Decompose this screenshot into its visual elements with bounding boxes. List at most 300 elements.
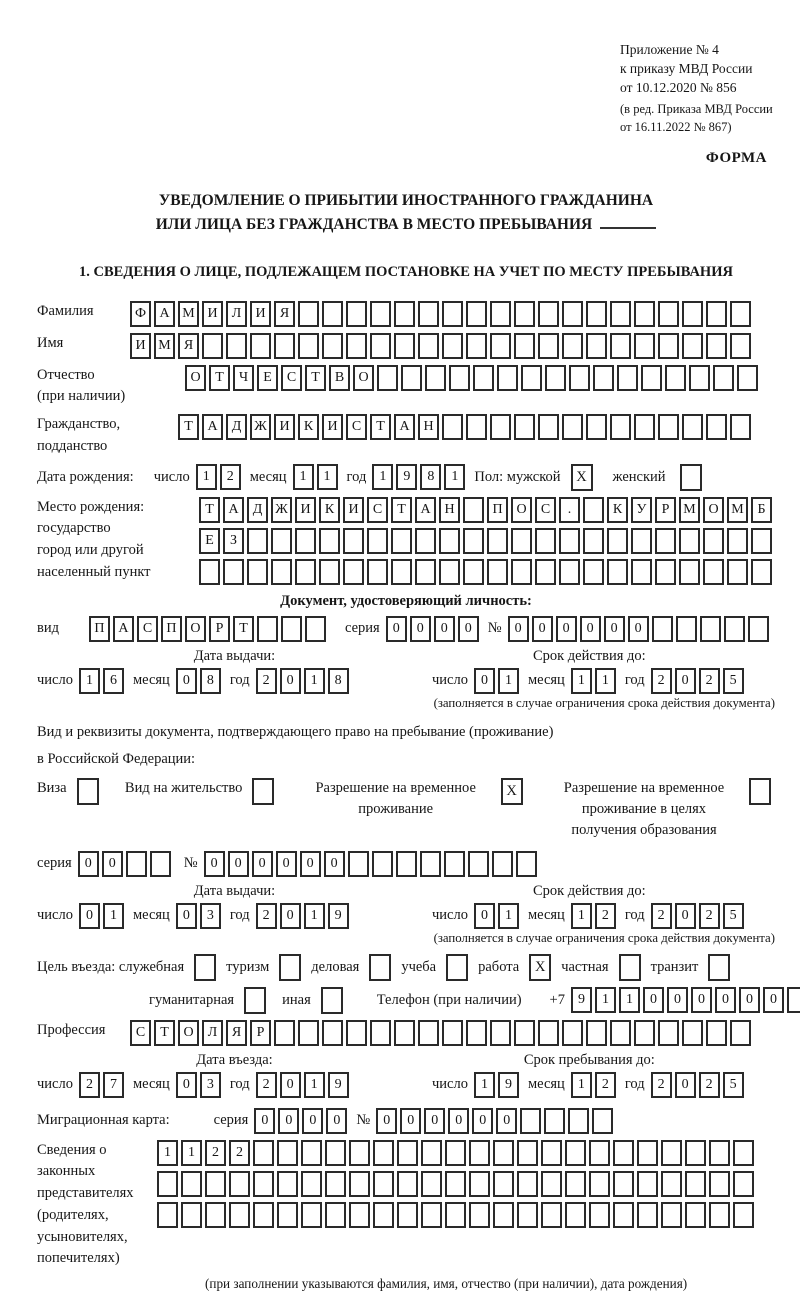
purpose-private-checkbox[interactable] (619, 954, 641, 981)
residence-series-boxes-cell[interactable] (150, 851, 171, 877)
entry-stay-dates-row-right-day-boxes-cell[interactable]: 9 (498, 1072, 519, 1098)
residence-series-boxes-cell[interactable]: 0 (102, 851, 123, 877)
legal-representatives-block-boxrow-cell[interactable] (373, 1140, 394, 1166)
residence-number-boxes-cell[interactable] (372, 851, 393, 877)
birth-place-block-boxrow-cell[interactable] (391, 528, 412, 554)
doc-number-boxes-cell[interactable]: 0 (556, 616, 577, 642)
legal-representatives-block-boxrow-cell[interactable] (565, 1140, 586, 1166)
citizenship-row-boxrow-cell[interactable]: А (202, 414, 223, 440)
doc-dates-row-right-day-boxes-cell[interactable]: 0 (474, 668, 495, 694)
citizenship-row-boxrow-cell[interactable] (634, 414, 655, 440)
legal-representatives-block-boxrow-cell[interactable] (253, 1171, 274, 1197)
legal-representatives-block-boxrow-cell[interactable] (493, 1202, 514, 1228)
birth-place-block-boxrow-cell[interactable]: И (343, 497, 364, 523)
profession-row-boxrow-cell[interactable] (514, 1020, 535, 1046)
legal-representatives-block-boxrow-cell[interactable] (733, 1140, 754, 1166)
birth-place-block-boxrow-cell[interactable] (559, 559, 580, 585)
given-name-row-boxrow-cell[interactable] (730, 333, 751, 359)
surname-row-boxrow-cell[interactable] (730, 301, 751, 327)
birth-place-block-boxrow-cell[interactable]: Е (199, 528, 220, 554)
given-name-row-boxrow-cell[interactable] (394, 333, 415, 359)
profession-row-boxrow-cell[interactable] (610, 1020, 631, 1046)
profession-row-boxrow-cell[interactable] (490, 1020, 511, 1046)
legal-representatives-block-boxrow-cell[interactable] (445, 1202, 466, 1228)
residence-series-boxes-cell[interactable]: 0 (78, 851, 99, 877)
female-checkbox[interactable] (680, 464, 702, 491)
given-name-row-boxrow-cell[interactable] (274, 333, 295, 359)
given-name-row-boxrow-cell[interactable] (466, 333, 487, 359)
birth-place-block-boxrow-cell[interactable] (631, 559, 652, 585)
legal-representatives-block-boxrow-cell[interactable] (181, 1202, 202, 1228)
patronymic-row-boxrow-cell[interactable] (473, 365, 494, 391)
doc-type-boxes-cell[interactable]: А (113, 616, 134, 642)
profession-row-boxrow-cell[interactable] (634, 1020, 655, 1046)
birth-day-boxes-cell[interactable]: 2 (220, 464, 241, 490)
patronymic-row-boxrow-cell[interactable] (449, 365, 470, 391)
doc-type-boxes-cell[interactable]: П (161, 616, 182, 642)
surname-row-boxrow-cell[interactable] (538, 301, 559, 327)
doc-dates-row-left-year-boxes-cell[interactable]: 1 (304, 668, 325, 694)
given-name-row-boxrow-cell[interactable] (538, 333, 559, 359)
doc-number-boxes-cell[interactable] (676, 616, 697, 642)
birth-place-block-boxrow-cell[interactable] (703, 528, 724, 554)
birth-place-block-boxrow-cell[interactable] (367, 528, 388, 554)
residence-number-boxes-cell[interactable]: 0 (276, 851, 297, 877)
entry-stay-dates-row-left-year-boxes-cell[interactable]: 0 (280, 1072, 301, 1098)
legal-representatives-block-boxrow-cell[interactable] (541, 1140, 562, 1166)
legal-representatives-block-boxrow-cell[interactable] (589, 1171, 610, 1197)
given-name-row-boxrow-cell[interactable] (322, 333, 343, 359)
doc-type-boxes-cell[interactable]: Р (209, 616, 230, 642)
legal-representatives-block-boxrow-cell[interactable] (277, 1202, 298, 1228)
patronymic-row-boxrow-cell[interactable] (713, 365, 734, 391)
migration-number-boxes-cell[interactable] (544, 1108, 565, 1134)
given-name-row-boxrow-cell[interactable] (634, 333, 655, 359)
temporary-residence-education-permit-checkbox[interactable] (749, 778, 771, 805)
legal-representatives-block-boxrow-cell[interactable] (229, 1202, 250, 1228)
profession-row-boxrow-cell[interactable] (298, 1020, 319, 1046)
patronymic-row-boxrow-cell[interactable]: Е (257, 365, 278, 391)
birth-place-block-boxrow-cell[interactable]: Т (391, 497, 412, 523)
birth-place-block-boxrow-cell[interactable] (511, 559, 532, 585)
visa-checkbox[interactable] (77, 778, 99, 805)
birth-month-boxes-cell[interactable]: 1 (293, 464, 314, 490)
residence-number-boxes-cell[interactable]: 0 (228, 851, 249, 877)
residence-doc-dates-row-right-year-boxes-cell[interactable]: 0 (675, 903, 696, 929)
birth-place-block-boxrow-cell[interactable] (271, 559, 292, 585)
surname-row-boxrow-cell[interactable] (394, 301, 415, 327)
given-name-row-boxrow-cell[interactable] (370, 333, 391, 359)
doc-number-boxes-cell[interactable] (700, 616, 721, 642)
residence-series-boxes-cell[interactable] (126, 851, 147, 877)
entry-stay-dates-row-right-year-boxes-cell[interactable]: 2 (651, 1072, 672, 1098)
surname-row-boxrow-cell[interactable] (418, 301, 439, 327)
doc-dates-row-right-year-boxes-cell[interactable]: 2 (699, 668, 720, 694)
given-name-row-boxrow-cell[interactable] (298, 333, 319, 359)
given-name-row-boxrow-cell[interactable] (226, 333, 247, 359)
birth-place-block-boxrow-cell[interactable] (583, 559, 604, 585)
birth-year-boxes-cell[interactable]: 1 (444, 464, 465, 490)
surname-row-boxrow-cell[interactable] (562, 301, 583, 327)
doc-dates-row-left-day-boxes-cell[interactable]: 6 (103, 668, 124, 694)
birth-place-block-boxrow-cell[interactable] (463, 528, 484, 554)
citizenship-row-boxrow-cell[interactable]: Т (370, 414, 391, 440)
residence-number-boxes-cell[interactable] (348, 851, 369, 877)
surname-row-boxrow-cell[interactable] (442, 301, 463, 327)
surname-row-boxrow-cell[interactable]: И (202, 301, 223, 327)
birth-place-block-boxrow-cell[interactable]: О (511, 497, 532, 523)
legal-representatives-block-boxrow-cell[interactable] (637, 1140, 658, 1166)
birth-place-block-boxrow-cell[interactable]: О (703, 497, 724, 523)
doc-series-boxes-cell[interactable]: 0 (410, 616, 431, 642)
birth-place-block-boxrow-cell[interactable] (247, 559, 268, 585)
birth-place-block-boxrow-cell[interactable]: М (679, 497, 700, 523)
birth-place-block-boxrow-cell[interactable]: Н (439, 497, 460, 523)
legal-representatives-block-boxrow-cell[interactable] (445, 1140, 466, 1166)
citizenship-row-boxrow-cell[interactable] (706, 414, 727, 440)
birth-place-block-boxrow-cell[interactable] (415, 528, 436, 554)
legal-representatives-block-boxrow-cell[interactable]: 2 (229, 1140, 250, 1166)
patronymic-row-boxrow-cell[interactable] (593, 365, 614, 391)
doc-series-boxes-cell[interactable]: 0 (434, 616, 455, 642)
birth-place-block-boxrow-cell[interactable]: С (367, 497, 388, 523)
birth-place-block-boxrow-cell[interactable] (679, 559, 700, 585)
birth-place-block-boxrow-cell[interactable]: П (487, 497, 508, 523)
migration-series-boxes-cell[interactable]: 0 (302, 1108, 323, 1134)
citizenship-row-boxrow-cell[interactable]: И (322, 414, 343, 440)
entry-stay-dates-row-left-year-boxes-cell[interactable]: 2 (256, 1072, 277, 1098)
residence-doc-dates-row-right-month-boxes-cell[interactable]: 1 (571, 903, 592, 929)
doc-dates-row-right-month-boxes-cell[interactable]: 1 (571, 668, 592, 694)
birth-place-block-boxrow-cell[interactable] (271, 528, 292, 554)
patronymic-row-boxrow-cell[interactable] (665, 365, 686, 391)
birth-place-block-boxrow-cell[interactable]: И (295, 497, 316, 523)
given-name-row-boxrow-cell[interactable] (250, 333, 271, 359)
residence-doc-dates-row-right-year-boxes-cell[interactable]: 2 (699, 903, 720, 929)
birth-place-block-boxrow-cell[interactable] (535, 528, 556, 554)
residence-doc-dates-row-right-day-boxes-cell[interactable]: 1 (498, 903, 519, 929)
birth-place-block-boxrow-cell[interactable] (463, 497, 484, 523)
birth-place-block-boxrow-cell[interactable] (655, 528, 676, 554)
birth-place-block-boxrow-cell[interactable]: У (631, 497, 652, 523)
legal-representatives-block-boxrow-cell[interactable] (397, 1202, 418, 1228)
given-name-row-boxrow-cell[interactable]: И (130, 333, 151, 359)
citizenship-row-boxrow-cell[interactable]: Т (178, 414, 199, 440)
legal-representatives-block-boxrow-cell[interactable] (613, 1171, 634, 1197)
birth-month-boxes-cell[interactable]: 1 (317, 464, 338, 490)
birth-place-block-boxrow-cell[interactable] (679, 528, 700, 554)
doc-type-boxes-cell[interactable] (257, 616, 278, 642)
migration-number-boxes-cell[interactable]: 0 (424, 1108, 445, 1134)
citizenship-row-boxrow-cell[interactable] (730, 414, 751, 440)
migration-number-boxes-cell[interactable] (568, 1108, 589, 1134)
residence-doc-dates-row-right-year-boxes-cell[interactable]: 2 (651, 903, 672, 929)
legal-representatives-block-boxrow-cell[interactable] (661, 1202, 682, 1228)
doc-dates-row-left-day-boxes-cell[interactable]: 1 (79, 668, 100, 694)
citizenship-row-boxrow-cell[interactable] (586, 414, 607, 440)
birth-place-block-boxrow-cell[interactable] (223, 559, 244, 585)
phone-boxes-cell[interactable]: 0 (643, 987, 664, 1013)
surname-row-boxrow-cell[interactable] (298, 301, 319, 327)
birth-place-block-boxrow-cell[interactable] (343, 528, 364, 554)
purpose-other-checkbox[interactable] (321, 987, 343, 1014)
given-name-row-boxrow-cell[interactable]: Я (178, 333, 199, 359)
purpose-humanitarian-checkbox[interactable] (244, 987, 266, 1014)
citizenship-row-boxrow-cell[interactable] (682, 414, 703, 440)
residence-number-boxes-cell[interactable] (516, 851, 537, 877)
surname-row-boxrow-cell[interactable] (586, 301, 607, 327)
migration-number-boxes-cell[interactable]: 0 (448, 1108, 469, 1134)
legal-representatives-block-boxrow-cell[interactable] (445, 1171, 466, 1197)
phone-boxes-cell[interactable]: 1 (595, 987, 616, 1013)
entry-stay-dates-row-left-day-boxes-cell[interactable]: 7 (103, 1072, 124, 1098)
doc-type-boxes-cell[interactable] (281, 616, 302, 642)
given-name-row-boxrow-cell[interactable] (706, 333, 727, 359)
temporary-residence-permit-checkbox[interactable]: X (501, 778, 523, 805)
doc-type-boxes-cell[interactable]: Т (233, 616, 254, 642)
patronymic-row-boxrow-cell[interactable] (545, 365, 566, 391)
doc-series-boxes-cell[interactable]: 0 (458, 616, 479, 642)
patronymic-row-boxrow-cell[interactable] (425, 365, 446, 391)
legal-representatives-block-boxrow-cell[interactable] (397, 1171, 418, 1197)
legal-representatives-block-boxrow-cell[interactable] (397, 1140, 418, 1166)
given-name-row-boxrow-cell[interactable] (202, 333, 223, 359)
birth-place-block-boxrow-cell[interactable] (583, 497, 604, 523)
legal-representatives-block-boxrow-cell[interactable] (277, 1171, 298, 1197)
birth-day-boxes-cell[interactable]: 1 (196, 464, 217, 490)
legal-representatives-block-boxrow-cell[interactable] (421, 1202, 442, 1228)
surname-row-boxrow-cell[interactable] (658, 301, 679, 327)
given-name-row-boxrow-cell[interactable] (586, 333, 607, 359)
patronymic-row-boxrow-cell[interactable]: О (353, 365, 374, 391)
birth-place-block-boxrow-cell[interactable] (751, 559, 772, 585)
legal-representatives-block-boxrow-cell[interactable] (469, 1202, 490, 1228)
birth-place-block-boxrow-cell[interactable]: Б (751, 497, 772, 523)
birth-place-block-boxrow-cell[interactable] (487, 559, 508, 585)
surname-row-boxrow-cell[interactable] (634, 301, 655, 327)
patronymic-row-boxrow-cell[interactable] (689, 365, 710, 391)
phone-boxes-cell[interactable]: 0 (691, 987, 712, 1013)
birth-place-block-boxrow-cell[interactable] (631, 528, 652, 554)
residence-doc-dates-row-left-year-boxes-cell[interactable]: 9 (328, 903, 349, 929)
doc-dates-row-right-year-boxes-cell[interactable]: 5 (723, 668, 744, 694)
phone-boxes-cell[interactable]: 0 (667, 987, 688, 1013)
legal-representatives-block-boxrow-cell[interactable] (469, 1171, 490, 1197)
birth-place-block-boxrow-cell[interactable]: Р (655, 497, 676, 523)
birth-place-block-boxrow-cell[interactable]: З (223, 528, 244, 554)
doc-number-boxes-cell[interactable] (652, 616, 673, 642)
migration-number-boxes-cell[interactable] (592, 1108, 613, 1134)
birth-place-block-boxrow-cell[interactable] (727, 528, 748, 554)
entry-stay-dates-row-right-month-boxes-cell[interactable]: 1 (571, 1072, 592, 1098)
legal-representatives-block-boxrow-cell[interactable] (301, 1171, 322, 1197)
phone-boxes-cell[interactable]: 9 (571, 987, 592, 1013)
phone-boxes-cell[interactable] (787, 987, 800, 1013)
residence-number-boxes-cell[interactable] (444, 851, 465, 877)
profession-row-boxrow-cell[interactable] (274, 1020, 295, 1046)
patronymic-row-boxrow-cell[interactable]: Ч (233, 365, 254, 391)
legal-representatives-block-boxrow-cell[interactable] (709, 1140, 730, 1166)
doc-dates-row-left-year-boxes-cell[interactable]: 8 (328, 668, 349, 694)
entry-stay-dates-row-left-month-boxes-cell[interactable]: 0 (176, 1072, 197, 1098)
patronymic-row-boxrow-cell[interactable]: В (329, 365, 350, 391)
citizenship-row-boxrow-cell[interactable]: А (394, 414, 415, 440)
residence-doc-dates-row-left-day-boxes-cell[interactable]: 0 (79, 903, 100, 929)
birth-place-block-boxrow-cell[interactable]: К (319, 497, 340, 523)
citizenship-row-boxrow-cell[interactable]: Д (226, 414, 247, 440)
given-name-row-boxrow-cell[interactable] (514, 333, 535, 359)
legal-representatives-block-boxrow-cell[interactable] (253, 1140, 274, 1166)
birth-place-block-boxrow-cell[interactable] (391, 559, 412, 585)
birth-place-block-boxrow-cell[interactable]: С (535, 497, 556, 523)
surname-row-boxrow-cell[interactable]: Л (226, 301, 247, 327)
phone-boxes-cell[interactable]: 0 (763, 987, 784, 1013)
given-name-row-boxrow-cell[interactable] (610, 333, 631, 359)
birth-place-block-boxrow-cell[interactable] (751, 528, 772, 554)
phone-boxes-cell[interactable]: 1 (619, 987, 640, 1013)
patronymic-row-boxrow-cell[interactable]: С (281, 365, 302, 391)
residence-number-boxes-cell[interactable] (468, 851, 489, 877)
legal-representatives-block-boxrow-cell[interactable] (277, 1140, 298, 1166)
residence-doc-dates-row-left-year-boxes-cell[interactable]: 2 (256, 903, 277, 929)
migration-number-boxes-cell[interactable]: 0 (496, 1108, 517, 1134)
residence-doc-dates-row-left-month-boxes-cell[interactable]: 0 (176, 903, 197, 929)
doc-dates-row-left-month-boxes-cell[interactable]: 8 (200, 668, 221, 694)
residence-number-boxes-cell[interactable]: 0 (300, 851, 321, 877)
legal-representatives-block-boxrow-cell[interactable] (301, 1202, 322, 1228)
profession-row-boxrow-cell[interactable] (322, 1020, 343, 1046)
surname-row-boxrow-cell[interactable]: А (154, 301, 175, 327)
birth-place-block-boxrow-cell[interactable] (439, 528, 460, 554)
profession-row-boxrow-cell[interactable] (442, 1020, 463, 1046)
profession-row-boxrow-cell[interactable] (586, 1020, 607, 1046)
legal-representatives-block-boxrow-cell[interactable] (613, 1140, 634, 1166)
legal-representatives-block-boxrow-cell[interactable] (301, 1140, 322, 1166)
doc-dates-row-left-month-boxes-cell[interactable]: 0 (176, 668, 197, 694)
legal-representatives-block-boxrow-cell[interactable] (493, 1140, 514, 1166)
citizenship-row-boxrow-cell[interactable] (490, 414, 511, 440)
purpose-tourism-checkbox[interactable] (279, 954, 301, 981)
birth-place-block-boxrow-cell[interactable] (367, 559, 388, 585)
birth-place-block-boxrow-cell[interactable]: М (727, 497, 748, 523)
entry-stay-dates-row-left-year-boxes-cell[interactable]: 1 (304, 1072, 325, 1098)
citizenship-row-boxrow-cell[interactable] (610, 414, 631, 440)
birth-place-block-boxrow-cell[interactable]: К (607, 497, 628, 523)
profession-row-boxrow-cell[interactable] (346, 1020, 367, 1046)
surname-row-boxrow-cell[interactable]: М (178, 301, 199, 327)
male-checkbox[interactable]: X (571, 464, 593, 491)
patronymic-row-boxrow-cell[interactable] (641, 365, 662, 391)
legal-representatives-block-boxrow-cell[interactable] (541, 1171, 562, 1197)
entry-stay-dates-row-right-day-boxes-cell[interactable]: 1 (474, 1072, 495, 1098)
given-name-row-boxrow-cell[interactable] (442, 333, 463, 359)
given-name-row-boxrow-cell[interactable] (682, 333, 703, 359)
legal-representatives-block-boxrow-cell[interactable] (421, 1140, 442, 1166)
birth-place-block-boxrow-cell[interactable] (295, 528, 316, 554)
legal-representatives-block-boxrow-cell[interactable] (589, 1202, 610, 1228)
surname-row-boxrow-cell[interactable] (466, 301, 487, 327)
patronymic-row-boxrow-cell[interactable] (521, 365, 542, 391)
doc-dates-row-right-month-boxes-cell[interactable]: 1 (595, 668, 616, 694)
patronymic-row-boxrow-cell[interactable] (737, 365, 758, 391)
doc-number-boxes-cell[interactable]: 0 (580, 616, 601, 642)
legal-representatives-block-boxrow-cell[interactable] (421, 1171, 442, 1197)
profession-row-boxrow-cell[interactable] (466, 1020, 487, 1046)
birth-place-block-boxrow-cell[interactable] (295, 559, 316, 585)
birth-place-block-boxrow-cell[interactable] (415, 559, 436, 585)
doc-number-boxes-cell[interactable]: 0 (508, 616, 529, 642)
birth-place-block-boxrow-cell[interactable] (319, 528, 340, 554)
profession-row-boxrow-cell[interactable]: С (130, 1020, 151, 1046)
legal-representatives-block-boxrow-cell[interactable] (325, 1171, 346, 1197)
profession-row-boxrow-cell[interactable] (370, 1020, 391, 1046)
legal-representatives-block-boxrow-cell[interactable] (661, 1140, 682, 1166)
citizenship-row-boxrow-cell[interactable]: Ж (250, 414, 271, 440)
surname-row-boxrow-cell[interactable]: Я (274, 301, 295, 327)
citizenship-row-boxrow-cell[interactable] (562, 414, 583, 440)
birth-place-block-boxrow-cell[interactable] (439, 559, 460, 585)
surname-row-boxrow-cell[interactable]: И (250, 301, 271, 327)
entry-stay-dates-row-left-day-boxes-cell[interactable]: 2 (79, 1072, 100, 1098)
surname-row-boxrow-cell[interactable] (682, 301, 703, 327)
birth-place-block-boxrow-cell[interactable] (535, 559, 556, 585)
birth-place-block-boxrow-cell[interactable] (703, 559, 724, 585)
citizenship-row-boxrow-cell[interactable]: Н (418, 414, 439, 440)
phone-boxes-cell[interactable]: 0 (715, 987, 736, 1013)
entry-stay-dates-row-right-year-boxes-cell[interactable]: 2 (699, 1072, 720, 1098)
citizenship-row-boxrow-cell[interactable]: И (274, 414, 295, 440)
doc-type-boxes-cell[interactable]: П (89, 616, 110, 642)
legal-representatives-block-boxrow-cell[interactable] (157, 1171, 178, 1197)
migration-series-boxes-cell[interactable]: 0 (254, 1108, 275, 1134)
surname-row-boxrow-cell[interactable]: Ф (130, 301, 151, 327)
migration-number-boxes-cell[interactable] (520, 1108, 541, 1134)
surname-row-boxrow-cell[interactable] (322, 301, 343, 327)
residence-number-boxes-cell[interactable]: 0 (252, 851, 273, 877)
legal-representatives-block-boxrow-cell[interactable] (517, 1140, 538, 1166)
birth-year-boxes-cell[interactable]: 9 (396, 464, 417, 490)
birth-place-block-boxrow-cell[interactable]: А (415, 497, 436, 523)
profession-row-boxrow-cell[interactable] (730, 1020, 751, 1046)
legal-representatives-block-boxrow-cell[interactable]: 2 (205, 1140, 226, 1166)
purpose-work-checkbox[interactable]: X (529, 954, 551, 981)
legal-representatives-block-boxrow-cell[interactable] (373, 1171, 394, 1197)
entry-stay-dates-row-left-year-boxes-cell[interactable]: 9 (328, 1072, 349, 1098)
given-name-row-boxrow-cell[interactable] (418, 333, 439, 359)
patronymic-row-boxrow-cell[interactable]: О (185, 365, 206, 391)
legal-representatives-block-boxrow-cell[interactable] (565, 1171, 586, 1197)
legal-representatives-block-boxrow-cell[interactable] (709, 1202, 730, 1228)
residence-number-boxes-cell[interactable] (396, 851, 417, 877)
birth-place-block-boxrow-cell[interactable] (511, 528, 532, 554)
doc-dates-row-left-year-boxes-cell[interactable]: 2 (256, 668, 277, 694)
profession-row-boxrow-cell[interactable] (658, 1020, 679, 1046)
legal-representatives-block-boxrow-cell[interactable] (325, 1140, 346, 1166)
legal-representatives-block-boxrow-cell[interactable] (565, 1202, 586, 1228)
migration-series-boxes-cell[interactable]: 0 (326, 1108, 347, 1134)
birth-year-boxes-cell[interactable]: 8 (420, 464, 441, 490)
doc-dates-row-left-year-boxes-cell[interactable]: 0 (280, 668, 301, 694)
patronymic-row-boxrow-cell[interactable] (569, 365, 590, 391)
profession-row-boxrow-cell[interactable] (706, 1020, 727, 1046)
birth-place-block-boxrow-cell[interactable] (343, 559, 364, 585)
patronymic-row-boxrow-cell[interactable] (617, 365, 638, 391)
birth-place-block-boxrow-cell[interactable]: Ж (271, 497, 292, 523)
birth-place-block-boxrow-cell[interactable] (559, 528, 580, 554)
birth-place-block-boxrow-cell[interactable] (607, 528, 628, 554)
legal-representatives-block-boxrow-cell[interactable] (253, 1202, 274, 1228)
profession-row-boxrow-cell[interactable]: Л (202, 1020, 223, 1046)
